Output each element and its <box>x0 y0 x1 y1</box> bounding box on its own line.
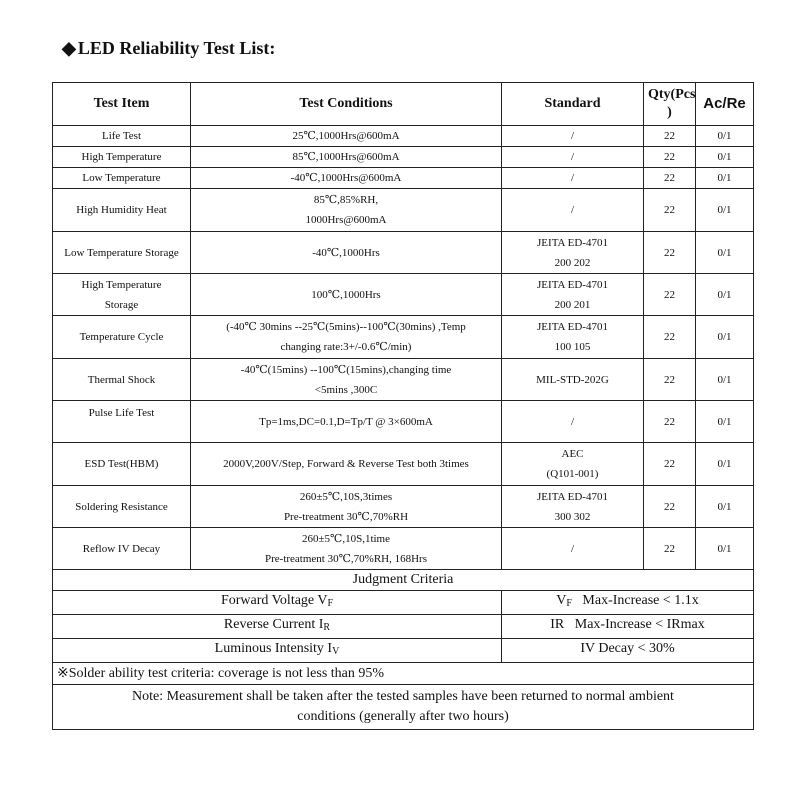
header-qty: Qty(Pcs ) <box>644 83 696 126</box>
table-row <box>53 189 754 232</box>
acre-cell: 0/1 <box>696 126 754 147</box>
standard-line: / <box>570 172 575 184</box>
conditions-line: -40℃,1000Hrs@600mA <box>290 172 402 184</box>
conditions-line: -40℃,1000Hrs <box>312 246 380 259</box>
page-title <box>62 38 275 59</box>
table-row <box>53 528 754 570</box>
standard-line: JEITA ED-4701 <box>537 490 608 503</box>
standard-line: / <box>570 415 575 428</box>
table-row <box>53 147 754 168</box>
table-row <box>53 168 754 189</box>
reliability-test-table <box>52 82 754 730</box>
acre-cell: 0/1 <box>696 232 754 274</box>
acre-cell: 0/1 <box>696 274 754 316</box>
measurement-note-row <box>53 685 754 730</box>
standard-line: / <box>570 151 575 163</box>
standard-line: JEITA ED-4701 <box>537 278 608 291</box>
conditions-cell <box>191 359 502 401</box>
conditions-cell <box>191 486 502 528</box>
conditions-cell <box>191 528 502 570</box>
test-item-cell: Reflow IV Decay <box>53 528 191 570</box>
standard-line: 200 201 <box>554 298 591 311</box>
solder-ability-note: ※Solder ability test criteria: coverage is not less than 95% <box>53 663 754 685</box>
standard-line: 100 105 <box>554 341 591 353</box>
conditions-cell <box>191 168 502 189</box>
table-row <box>53 443 754 486</box>
standard-line: / <box>570 542 575 555</box>
conditions-line: 260±5℃,10S,3times <box>299 490 393 503</box>
conditions-line: 85℃,1000Hrs@600mA <box>292 151 400 163</box>
conditions-line: (-40℃ 30mins --25℃(5mins)--100℃(30mins) ,Temp <box>226 321 466 333</box>
header-test-conditions: Test Conditions <box>191 83 502 126</box>
standard-cell <box>502 126 644 147</box>
conditions-cell <box>191 443 502 486</box>
test-item-cell: High Temperature <box>53 147 191 168</box>
conditions-cell <box>191 274 502 316</box>
standard-line: 200 202 <box>554 256 591 269</box>
header-row <box>53 83 754 126</box>
test-item-cell: Pulse Life Test <box>53 401 191 443</box>
qty-cell: 22 <box>644 147 696 168</box>
standard-cell <box>502 486 644 528</box>
acre-cell: 0/1 <box>696 189 754 232</box>
qty-cell: 22 <box>644 443 696 486</box>
criteria-value-text: Max-Increase < IRmax <box>564 617 705 632</box>
qty-cell: 22 <box>644 189 696 232</box>
acre-cell: 0/1 <box>696 528 754 570</box>
measurement-note-line: Note: Measurement shall be taken after the tested samples have been returned to normal ambient <box>132 689 674 704</box>
test-item-cell: ESD Test(HBM) <box>53 443 191 486</box>
acre-cell: 0/1 <box>696 401 754 443</box>
qty-cell: 22 <box>644 316 696 359</box>
criteria-parameter <box>53 615 502 639</box>
conditions-line: <5mins ,300C <box>314 383 378 396</box>
criteria-value-text: IV Decay < 30% <box>580 641 675 656</box>
standard-line: AEC <box>561 448 584 460</box>
conditions-line: 25℃,1000Hrs@600mA <box>292 130 400 142</box>
standard-line: JEITA ED-4701 <box>537 236 608 249</box>
acre-cell: 0/1 <box>696 168 754 189</box>
conditions-line: 100℃,1000Hrs <box>311 288 381 301</box>
conditions-cell <box>191 401 502 443</box>
measurement-note-line: conditions (generally after two hours) <box>297 709 509 724</box>
standard-line: / <box>570 204 575 216</box>
title-text: LED Reliability Test List: <box>77 38 276 58</box>
criteria-value-text: Max-Increase < 1.1x <box>571 593 699 608</box>
criteria-row <box>53 639 754 663</box>
standard-cell <box>502 168 644 189</box>
criteria-heading: Judgment Criteria <box>53 570 754 591</box>
qty-cell: 22 <box>644 486 696 528</box>
acre-cell: 0/1 <box>696 316 754 359</box>
header-test-item: Test Item <box>53 83 191 126</box>
qty-cell: 22 <box>644 401 696 443</box>
table-row <box>53 486 754 528</box>
conditions-cell <box>191 126 502 147</box>
measurement-note <box>53 685 754 730</box>
standard-cell <box>502 232 644 274</box>
qty-cell: 22 <box>644 232 696 274</box>
qty-cell: 22 <box>644 528 696 570</box>
standard-line: 300 302 <box>554 510 591 523</box>
criteria-value-subscript: F <box>566 598 572 609</box>
criteria-parameter <box>53 591 502 615</box>
criteria-value <box>502 639 754 663</box>
conditions-cell <box>191 189 502 232</box>
table-row <box>53 274 754 316</box>
conditions-cell <box>191 147 502 168</box>
test-item-cell: Thermal Shock <box>53 359 191 401</box>
criteria-heading-row <box>53 570 754 591</box>
standard-line: / <box>570 130 575 142</box>
standard-line: (Q101-001) <box>546 468 599 480</box>
table-row <box>53 232 754 274</box>
criteria-row <box>53 591 754 615</box>
conditions-line: 2000V,200V/Step, Forward & Reverse Test both 3times <box>223 458 469 470</box>
test-item-cell: High Humidity Heat <box>53 189 191 232</box>
conditions-line: 1000Hrs@600mA <box>305 214 387 226</box>
standard-cell <box>502 147 644 168</box>
criteria-value <box>502 591 754 615</box>
diamond-bullet-icon: ◆ <box>62 38 76 58</box>
qty-cell: 22 <box>644 168 696 189</box>
test-item-cell <box>53 274 191 316</box>
acre-cell: 0/1 <box>696 486 754 528</box>
conditions-cell <box>191 232 502 274</box>
criteria-parameter <box>53 639 502 663</box>
conditions-line: 85℃,85%RH, <box>313 194 379 206</box>
conditions-line: 260±5℃,10S,1time <box>301 532 390 545</box>
table-row <box>53 359 754 401</box>
standard-cell <box>502 401 644 443</box>
criteria-value-prefix: IR <box>550 617 565 632</box>
criteria-value-prefix: V <box>556 593 567 608</box>
qty-cell: 22 <box>644 274 696 316</box>
criteria-parameter-text: Forward Voltage V <box>220 593 328 608</box>
criteria-parameter-subscript: F <box>327 598 334 609</box>
test-item-cell: Temperature Cycle <box>53 316 191 359</box>
standard-cell <box>502 316 644 359</box>
criteria-value <box>502 615 754 639</box>
criteria-parameter-subscript: V <box>332 646 340 657</box>
qty-cell: 22 <box>644 359 696 401</box>
header-acre: Ac/Re <box>696 83 754 126</box>
acre-cell: 0/1 <box>696 443 754 486</box>
table-row <box>53 401 754 443</box>
standard-cell <box>502 443 644 486</box>
acre-cell: 0/1 <box>696 359 754 401</box>
conditions-line: -40℃(15mins) --100℃(15mins),changing time <box>240 363 452 376</box>
conditions-line: Pre-treatment 30℃,70%RH <box>283 510 409 523</box>
qty-cell: 22 <box>644 126 696 147</box>
test-item-cell: Low Temperature <box>53 168 191 189</box>
criteria-parameter-text: Luminous Intensity I <box>214 641 333 656</box>
standard-line: MIL-STD-202G <box>536 373 609 386</box>
test-item-cell: Life Test <box>53 126 191 147</box>
table-row <box>53 316 754 359</box>
test-item-cell: Low Temperature Storage <box>53 232 191 274</box>
standard-line: JEITA ED-4701 <box>537 321 608 333</box>
test-item-text: High Temperature Storage <box>81 278 162 311</box>
table-row <box>53 126 754 147</box>
criteria-parameter-subscript: R <box>323 622 331 633</box>
test-item-cell: Soldering Resistance <box>53 486 191 528</box>
header-standard: Standard <box>502 83 644 126</box>
conditions-line: Pre-treatment 30℃,70%RH, 168Hrs <box>265 552 427 565</box>
conditions-line: changing rate:3+/-0.6℃/min) <box>280 341 412 353</box>
solder-note-row <box>53 663 754 685</box>
standard-cell <box>502 189 644 232</box>
standard-cell <box>502 528 644 570</box>
conditions-cell <box>191 316 502 359</box>
standard-cell <box>502 359 644 401</box>
conditions-line: Tp=1ms,DC=0.1,D=Tp/T @ 3×600mA <box>259 415 433 428</box>
criteria-row <box>53 615 754 639</box>
acre-cell: 0/1 <box>696 147 754 168</box>
criteria-parameter-text: Reverse Current I <box>223 617 324 632</box>
standard-cell <box>502 274 644 316</box>
